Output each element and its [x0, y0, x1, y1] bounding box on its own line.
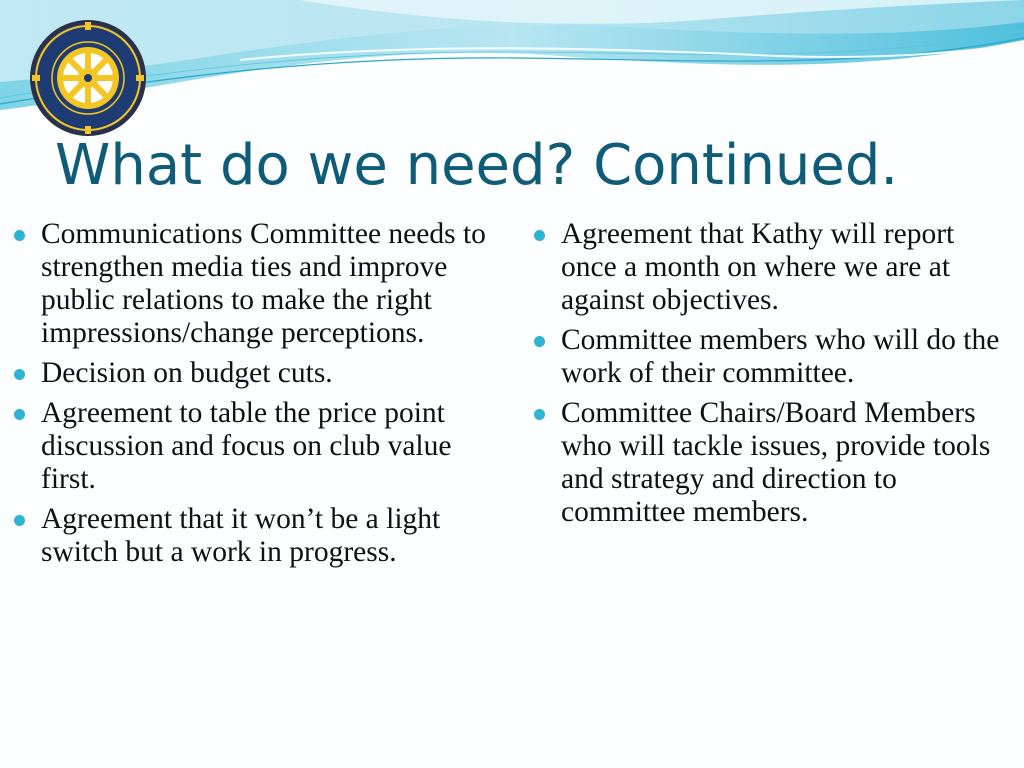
header-wave-decoration: [0, 0, 1024, 140]
bullet-text: Communications Committee needs to strengthen media ties and improve public relations to make the right impressions/change perceptions.: [41, 218, 486, 349]
bullet-text: Agreement that Kathy will report once a month on where we are at against objectives.: [561, 218, 955, 316]
bullet-dot-icon: [534, 409, 545, 420]
bullet-text: Committee Chairs/Board Members who will tackle issues, provide tools and strategy and direction to committee members.: [561, 397, 991, 528]
bullet-dot-icon: [14, 409, 25, 420]
bullet-dot-icon: [534, 230, 545, 241]
bullet-text: Agreement that it won’t be a light switch but a work in progress.: [41, 503, 441, 568]
bullet-text: Decision on budget cuts.: [41, 357, 333, 389]
bullet-item: [532, 324, 1012, 390]
bullet-dot-icon: [14, 230, 25, 241]
rotary-wheel-logo-icon: [28, 18, 148, 138]
bullet-text: Committee members who will do the work of their committee.: [561, 324, 1000, 389]
bullet-dot-icon: [14, 369, 25, 380]
bullet-item: [532, 218, 1012, 317]
bullet-item: [12, 503, 502, 569]
bullet-dot-icon: [14, 515, 25, 526]
slide-title: What do we need? Continued.: [55, 133, 899, 198]
bullet-item: [12, 218, 502, 350]
bullet-item: [532, 397, 1012, 529]
bullet-dot-icon: [534, 336, 545, 347]
bullet-text: Agreement to table the price point discussion and focus on club value first.: [41, 397, 452, 495]
right-bullet-list: [532, 218, 1012, 536]
left-bullet-list: [12, 218, 502, 576]
bullet-item: [12, 397, 502, 496]
bullet-item: [12, 357, 502, 390]
